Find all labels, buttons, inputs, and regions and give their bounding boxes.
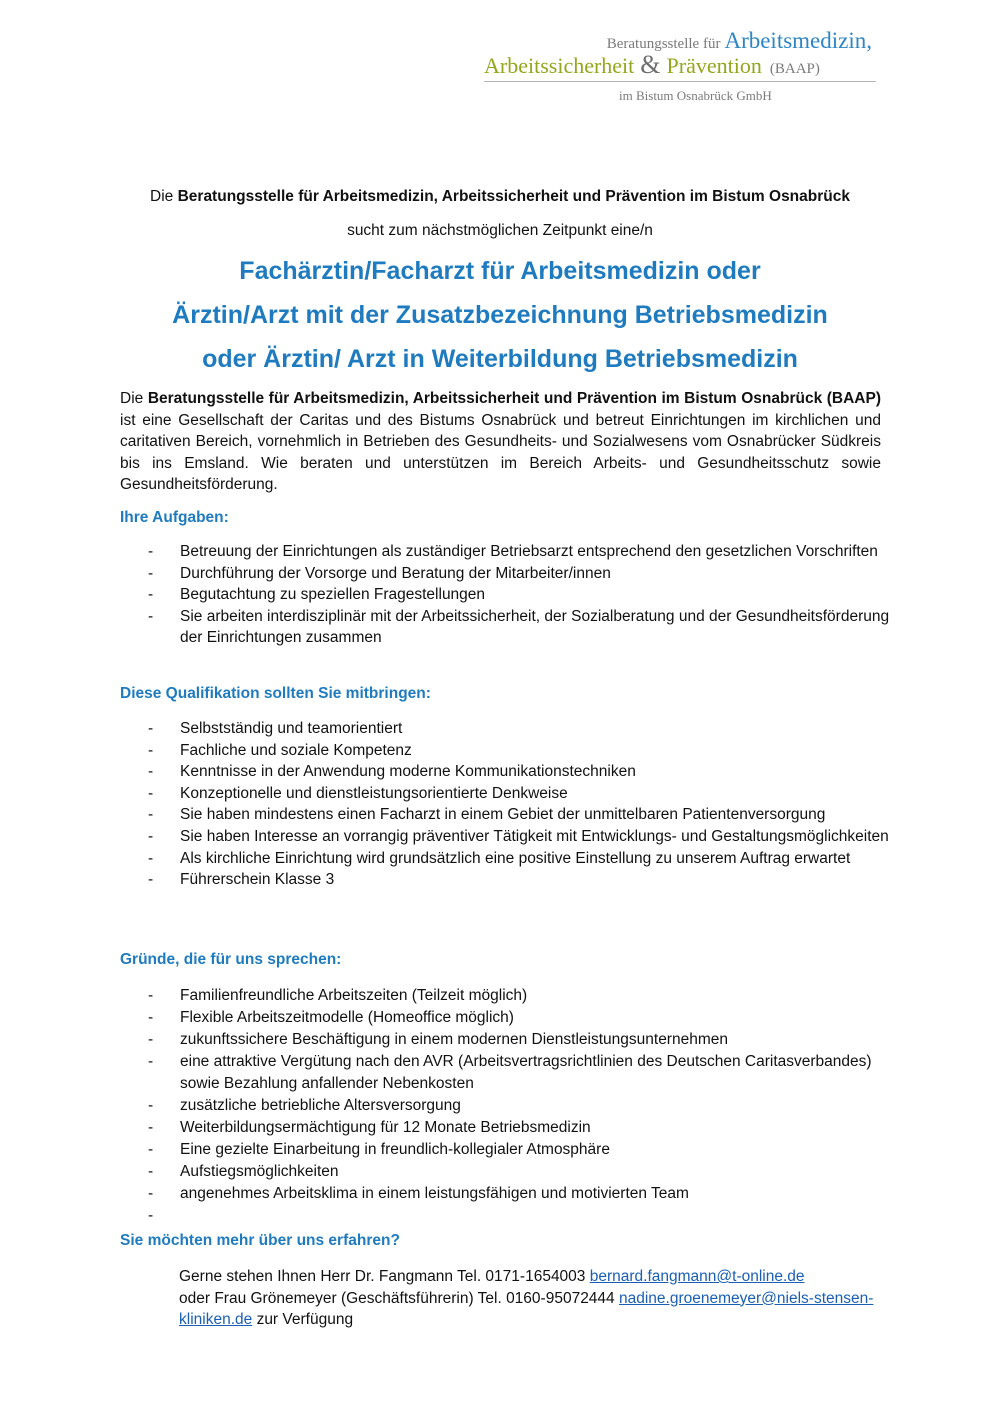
job-title-line-3: oder Ärztin/ Arzt in Weiterbildung Betriebsmedizin <box>202 345 798 373</box>
list-item: - Betreuung der Einrichtungen als zuständiger Betriebsarzt entsprechend den gesetzlichen Vorschriften <box>148 543 878 560</box>
description-prefix: Die <box>120 390 144 407</box>
section-heading-gruende: Gründe, die für uns sprechen: <box>120 951 342 968</box>
contact-groenemeyer-text: oder Frau Grönemeyer (Geschäftsführerin) Tel. 0160-95072444 <box>179 1289 615 1307</box>
logo-divider <box>484 81 876 82</box>
logo-ampersand: & <box>640 50 661 79</box>
intro-subline: sucht zum nächstmöglichen Zeitpunkt eine/n <box>347 222 653 239</box>
logo-abbreviation: (BAAP) <box>769 61 820 77</box>
list-item: - zusätzliche betriebliche Altersversorgung <box>148 1097 461 1114</box>
email-link-fangmann[interactable]: bernard.fangmann@t-online.de <box>589 1268 805 1285</box>
gruende-list <box>120 985 900 1227</box>
list-item: - Sie haben mindestens einen Facharzt in einem Gebiet der unmittelbaren Patientenversorgung <box>148 806 826 824</box>
list-item: - Flexible Arbeitszeitmodelle (Homeoffice möglich) <box>148 1009 514 1026</box>
list-item: - eine attraktive Vergütung nach den AVR (Arbeitsvertragsrichtlinien des Deutschen Caritasverbandes) sowie Bezahlung anfallender Nebenkosten <box>148 1053 872 1092</box>
logo-small-text: Beratungsstelle für <box>606 36 721 52</box>
company-logo <box>484 26 876 110</box>
list-item: - Aufstiegsmöglichkeiten <box>148 1163 339 1180</box>
section-heading-qualifikation: Diese Qualifikation sollten Sie mitbringen: <box>120 685 431 702</box>
intro-org-name: Beratungsstelle für Arbeitsmedizin, Arbeitssicherheit und Prävention im Bistum Osnabrück <box>177 188 850 205</box>
list-item: - Begutachtung zu speziellen Fragestellungen <box>148 586 486 604</box>
list-item: - Konzeptionelle und dienstleistungsorientierte Denkweise <box>148 784 568 802</box>
list-item: - Führerschein Klasse 3 <box>148 871 335 889</box>
logo-subline: im Bistum Osnabrück GmbH <box>619 88 772 103</box>
list-item: - Sie haben Interesse an vorrangig präventiver Tätigkeit mit Entwicklungs- und Gestaltungsmöglichkeiten <box>148 827 889 845</box>
job-title-line-1: Fachärztin/Facharzt für Arbeitsmedizin oder <box>239 257 761 285</box>
logo-line-2 <box>484 50 820 80</box>
list-item: - Eine gezielte Einarbeitung in freundlich-kollegialer Atmosphäre <box>148 1141 610 1158</box>
section-heading-aufgaben: Ihre Aufgaben: <box>120 509 229 526</box>
description-org-name: Beratungsstelle für Arbeitsmedizin, Arbeitssicherheit und Prävention im Bistum Osnabrück (BAAP) <box>147 390 882 407</box>
list-item: - Als kirchliche Einrichtung wird grundsätzlich eine positive Einstellung zu unserem Auftrag erwartet <box>148 849 851 867</box>
logo-praevention: Prävention <box>666 53 762 78</box>
contact-fangmann-text: Gerne stehen Ihnen Herr Dr. Fangmann Tel. 0171-1654003 <box>179 1268 586 1285</box>
aufgaben-list <box>120 541 900 649</box>
list-item: - Familienfreundliche Arbeitszeiten (Teilzeit möglich) <box>148 987 528 1004</box>
intro-line <box>0 188 1000 206</box>
logo-arbeitssicherheit: Arbeitssicherheit <box>484 53 635 78</box>
intro-prefix: Die <box>150 188 174 205</box>
email-link-groenemeyer[interactable]: nadine.groenemeyer@niels-stensen-kliniken.de <box>179 1289 874 1329</box>
list-item: - Kenntnisse in der Anwendung moderne Kommunikationstechniken <box>148 763 636 781</box>
qualifikation-list <box>120 718 900 891</box>
job-title-line-2: Ärztin/Arzt mit der Zusatzbezeichnung Betriebsmedizin <box>172 301 828 329</box>
list-item: - angenehmes Arbeitsklima in einem leistungsfähigen und motivierten Team <box>148 1185 689 1202</box>
description-text: ist eine Gesellschaft der Caritas und des Bistums Osnabrück und betreut Einrichtungen im kirchlichen und caritativen Bereich, vornehmlich in Betrieben des Gesundheits- und Sozialwesens vom Osnabrücker Südkreis bis ins Emsland. Wie beraten und unterstützen im Bereich Arbeits- und Gesundheitsschutz sowie Gesundheitsförderung. <box>120 411 881 494</box>
contact-block <box>179 1266 899 1331</box>
contact-closing-text: zur Verfügung <box>256 1311 354 1329</box>
section-heading-contact: Sie möchten mehr über uns erfahren? <box>120 1232 400 1249</box>
list-item: - Selbstständig und teamorientiert <box>148 720 403 737</box>
list-item: - Durchführung der Vorsorge und Beratung der Mitarbeiter/innen <box>148 564 611 582</box>
list-item: - Fachliche und soziale Kompetenz <box>148 741 412 759</box>
logo-arbeitsmedizin: Arbeitsmedizin, <box>724 28 872 53</box>
list-item: - zukunftssichere Beschäftigung in einem modernen Dienstleistungsunternehmen <box>148 1031 728 1048</box>
list-item-empty: - <box>148 1207 154 1224</box>
list-item: - Sie arbeiten interdisziplinär mit der Arbeitssicherheit, der Sozialberatung und der Gesundheitsförderung der Einrichtungen zusammen <box>148 607 890 647</box>
company-description <box>120 388 881 496</box>
list-item: - Weiterbildungsermächtigung für 12 Monate Betriebsmedizin <box>148 1119 591 1136</box>
